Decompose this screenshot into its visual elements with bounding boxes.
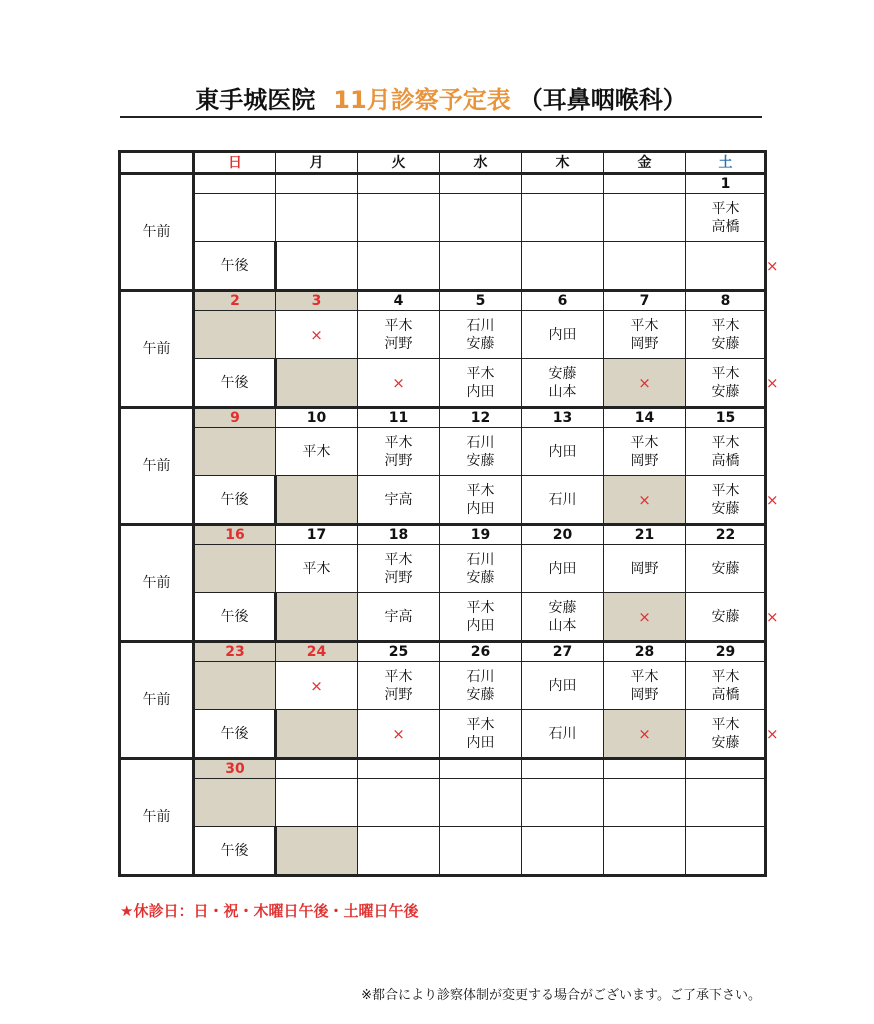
am-doctor-cell [604, 428, 686, 476]
weekday-thu: 木 [522, 152, 604, 174]
doctor-name: 岡野 [630, 560, 659, 577]
pm-label: 午後 [194, 242, 276, 291]
am-doctor-cell [276, 194, 358, 242]
date-cell [440, 759, 522, 779]
pm-doctor-cell [522, 359, 604, 408]
doctor-name: 安藤 [548, 365, 577, 382]
date-row [120, 759, 766, 779]
am-doctor-cell [522, 779, 604, 827]
closed-mark: × [638, 724, 651, 743]
pm-doctor-cell [604, 593, 686, 642]
date-cell: 18 [358, 525, 440, 545]
doctor-name: 平木 [711, 200, 740, 217]
pm-doctor-cell [276, 242, 358, 291]
pm-doctor-cell [604, 242, 686, 291]
pm-doctor-cell [686, 476, 766, 525]
date-cell: 13 [522, 408, 604, 428]
date-cell: 30 [194, 759, 276, 779]
pm-doctor-cell [276, 710, 358, 759]
closed-mark: × [310, 676, 323, 695]
doctor-name: 平木 [466, 365, 495, 382]
doctor-name: 山本 [548, 383, 577, 400]
am-label-block: 午前 [120, 291, 194, 408]
date-cell [358, 759, 440, 779]
pm-doctor-cell [276, 476, 358, 525]
am-doctor-cell [358, 779, 440, 827]
pm-doctor-cell [522, 827, 604, 876]
doctor-name: 平木 [384, 317, 413, 334]
weekday-sun: 日 [194, 152, 276, 174]
am-doctor-cell [440, 311, 522, 359]
am-doctor-cell [604, 311, 686, 359]
doctor-name: 平木 [711, 668, 740, 685]
doctor-name: 平木 [711, 365, 740, 382]
pm-doctor-cell [440, 593, 522, 642]
doctor-name: 平木 [466, 716, 495, 733]
doctor-name: 平木 [384, 551, 413, 568]
pm-row: 午後 × [120, 242, 766, 291]
am-doctor-cell [276, 662, 358, 710]
doctor-name: 平木 [711, 434, 740, 451]
am-label-block: 午前 [120, 174, 194, 291]
closed-mark: × [310, 325, 323, 344]
doctor-name: 河野 [384, 686, 413, 703]
weekday-sat: 土 [686, 152, 766, 174]
footer-note: ※都合により診察体制が変更する場合がございます。ご了承下さい。 [361, 988, 761, 1003]
doctor-name: 山本 [548, 617, 577, 634]
date-row [120, 642, 766, 662]
doctor-name: 内田 [548, 677, 577, 694]
doctor-name: 平木 [630, 434, 659, 451]
schedule-table [118, 150, 779, 877]
am-doctor-cell [686, 194, 766, 242]
am-row [120, 662, 766, 710]
am-doctor-cell [686, 428, 766, 476]
am-label-block: 午前 [120, 408, 194, 525]
pm-doctor-cell [358, 710, 440, 759]
pm-doctor-cell [686, 359, 766, 408]
am-doctor-cell [358, 662, 440, 710]
doctor-name: 安藤 [711, 560, 740, 577]
pm-doctor-cell [276, 359, 358, 408]
doctor-name: 内田 [548, 443, 577, 460]
weekday-header-row [120, 152, 766, 174]
date-cell: 27 [522, 642, 604, 662]
date-cell [276, 759, 358, 779]
date-cell: 6 [522, 291, 604, 311]
date-cell: 21 [604, 525, 686, 545]
doctor-name: 石川 [548, 491, 577, 508]
am-doctor-cell [522, 428, 604, 476]
am-doctor-cell [686, 545, 766, 593]
doctor-name: 安藤 [711, 335, 740, 352]
doctor-name: 平木 [711, 716, 740, 733]
am-doctor-cell [194, 545, 276, 593]
closed-mark: × [638, 490, 651, 509]
am-doctor-cell [686, 662, 766, 710]
date-cell: 28 [604, 642, 686, 662]
weekday-wed: 水 [440, 152, 522, 174]
pm-doctor-cell [358, 242, 440, 291]
date-row [120, 408, 766, 428]
doctor-name: 高橋 [711, 218, 740, 235]
pm-doctor-cell [604, 710, 686, 759]
pm-doctor-cell [276, 593, 358, 642]
am-doctor-cell [194, 428, 276, 476]
date-cell [686, 759, 766, 779]
pm-doctor-cell [686, 593, 766, 642]
pm-doctor-cell [358, 476, 440, 525]
am-doctor-cell [440, 545, 522, 593]
am-doctor-cell [440, 194, 522, 242]
am-doctor-cell [194, 662, 276, 710]
pm-label: 午後 [194, 476, 276, 525]
am-row [120, 428, 766, 476]
doctor-name: 平木 [711, 482, 740, 499]
pm-doctor-cell [686, 710, 766, 759]
date-cell: 17 [276, 525, 358, 545]
pm-doctor-cell [604, 827, 686, 876]
date-cell: 8 [686, 291, 766, 311]
closed-mark: × [638, 607, 651, 626]
date-row [120, 291, 766, 311]
am-doctor-cell [276, 311, 358, 359]
date-cell [604, 759, 686, 779]
pm-doctor-cell [440, 827, 522, 876]
doctor-name: 岡野 [630, 452, 659, 469]
pm-doctor-cell [358, 593, 440, 642]
am-doctor-cell [358, 428, 440, 476]
doctor-name: 河野 [384, 452, 413, 469]
doctor-name: 内田 [466, 383, 495, 400]
department-name: （耳鼻咽喉科） [518, 86, 687, 114]
doctor-name: 安藤 [466, 452, 495, 469]
pm-row: 午後 宇高 平木 内田 安藤 山本 × 安藤 × [120, 593, 766, 642]
pm-label: 午後 [194, 710, 276, 759]
date-cell [522, 759, 604, 779]
closed-days-note: ★休診日：日・祝・木曜日午後・土曜日午後 [120, 902, 419, 920]
doctor-name: 石川 [466, 434, 495, 451]
date-cell [276, 174, 358, 194]
date-cell [522, 174, 604, 194]
date-cell: 29 [686, 642, 766, 662]
doctor-name: 安藤 [711, 608, 740, 625]
doctor-name: 安藤 [548, 599, 577, 616]
pm-doctor-cell [358, 359, 440, 408]
page-title [120, 82, 762, 118]
doctor-name: 宇高 [384, 608, 413, 625]
doctor-name: 内田 [548, 326, 577, 343]
date-cell: 3 [276, 291, 358, 311]
date-cell: 16 [194, 525, 276, 545]
am-doctor-cell [358, 311, 440, 359]
date-cell: 2 [194, 291, 276, 311]
month-title: 11月診察予定表 [333, 86, 511, 114]
am-doctor-cell [522, 662, 604, 710]
am-doctor-cell [604, 779, 686, 827]
pm-label: 午後 [194, 827, 276, 876]
date-row [120, 525, 766, 545]
doctor-name: 平木 [466, 482, 495, 499]
pm-doctor-cell [358, 827, 440, 876]
pm-doctor-cell [440, 710, 522, 759]
date-cell: 11 [358, 408, 440, 428]
am-doctor-cell [440, 428, 522, 476]
pm-label: 午後 [194, 593, 276, 642]
am-doctor-cell [358, 545, 440, 593]
doctor-name: 河野 [384, 569, 413, 586]
doctor-name: 平木 [630, 668, 659, 685]
doctor-name: 平木 [711, 317, 740, 334]
pm-row [120, 827, 766, 876]
doctor-name: 平木 [466, 599, 495, 616]
doctor-name: 内田 [466, 734, 495, 751]
am-doctor-cell [358, 194, 440, 242]
doctor-name: 安藤 [711, 500, 740, 517]
am-doctor-cell [440, 662, 522, 710]
date-cell [440, 174, 522, 194]
am-row [120, 545, 766, 593]
doctor-name: 平木 [384, 668, 413, 685]
date-row [120, 174, 766, 194]
clinic-name: 東手城医院 [195, 86, 316, 114]
am-doctor-cell [276, 779, 358, 827]
am-row [120, 779, 766, 827]
date-cell: 12 [440, 408, 522, 428]
doctor-name: 平木 [302, 443, 331, 460]
am-doctor-cell [686, 779, 766, 827]
pm-doctor-cell [604, 476, 686, 525]
doctor-name: 石川 [466, 551, 495, 568]
doctor-name: 岡野 [630, 335, 659, 352]
am-row [120, 194, 766, 242]
date-cell: 15 [686, 408, 766, 428]
am-doctor-cell [194, 779, 276, 827]
doctor-name: 内田 [548, 560, 577, 577]
am-label-block: 午前 [120, 525, 194, 642]
am-doctor-cell [686, 311, 766, 359]
pm-doctor-cell [522, 476, 604, 525]
date-cell: 26 [440, 642, 522, 662]
pm-row: 午後 × 平木 内田 安藤 山本 × 平木 安藤 × [120, 359, 766, 408]
pm-row: 午後 宇高 平木 内田 石川 × 平木 安藤 × [120, 476, 766, 525]
am-doctor-cell [604, 194, 686, 242]
corner-cell [120, 152, 194, 174]
pm-doctor-cell [440, 476, 522, 525]
doctor-name: 石川 [466, 668, 495, 685]
doctor-name: 平木 [384, 434, 413, 451]
am-doctor-cell [522, 311, 604, 359]
am-doctor-cell [194, 194, 276, 242]
date-cell: 7 [604, 291, 686, 311]
weekday-mon: 月 [276, 152, 358, 174]
date-cell: 22 [686, 525, 766, 545]
am-doctor-cell [440, 779, 522, 827]
doctor-name: 内田 [466, 500, 495, 517]
doctor-name: 高橋 [711, 452, 740, 469]
date-cell: 9 [194, 408, 276, 428]
pm-doctor-cell [522, 710, 604, 759]
doctor-name: 岡野 [630, 686, 659, 703]
date-cell: 19 [440, 525, 522, 545]
date-cell: 10 [276, 408, 358, 428]
pm-doctor-cell [686, 242, 766, 291]
date-cell [604, 174, 686, 194]
date-cell: 23 [194, 642, 276, 662]
date-cell: 5 [440, 291, 522, 311]
date-cell: 25 [358, 642, 440, 662]
pm-label: 午後 [194, 359, 276, 408]
date-cell: 14 [604, 408, 686, 428]
date-cell [194, 174, 276, 194]
doctor-name: 安藤 [466, 569, 495, 586]
doctor-name: 高橋 [711, 686, 740, 703]
am-label-block: 午前 [120, 642, 194, 759]
doctor-name: 安藤 [711, 383, 740, 400]
pm-doctor-cell [276, 827, 358, 876]
am-label-block: 午前 [120, 759, 194, 876]
doctor-name: 石川 [548, 725, 577, 742]
am-doctor-cell [604, 545, 686, 593]
date-cell [358, 174, 440, 194]
am-doctor-cell [276, 545, 358, 593]
date-cell: 4 [358, 291, 440, 311]
doctor-name: 内田 [466, 617, 495, 634]
pm-doctor-cell [686, 827, 766, 876]
pm-doctor-cell [440, 359, 522, 408]
pm-doctor-cell [440, 242, 522, 291]
closed-mark: × [392, 373, 405, 392]
am-doctor-cell [276, 428, 358, 476]
date-cell: 24 [276, 642, 358, 662]
date-cell: 20 [522, 525, 604, 545]
am-doctor-cell [522, 545, 604, 593]
doctor-name: 宇高 [384, 491, 413, 508]
doctor-name: 石川 [466, 317, 495, 334]
doctor-name: 平木 [630, 317, 659, 334]
doctor-name: 平木 [302, 560, 331, 577]
am-doctor-cell [604, 662, 686, 710]
am-doctor-cell [522, 194, 604, 242]
closed-mark: × [638, 373, 651, 392]
weekday-fri: 金 [604, 152, 686, 174]
doctor-name: 安藤 [711, 734, 740, 751]
doctor-name: 安藤 [466, 686, 495, 703]
doctor-name: 安藤 [466, 335, 495, 352]
pm-doctor-cell [522, 593, 604, 642]
am-row [120, 311, 766, 359]
am-doctor-cell [194, 311, 276, 359]
pm-doctor-cell [522, 242, 604, 291]
doctor-name: 河野 [384, 335, 413, 352]
pm-row: 午後 × 平木 内田 石川 × 平木 安藤 × [120, 710, 766, 759]
pm-doctor-cell [604, 359, 686, 408]
closed-mark: × [392, 724, 405, 743]
weekday-tue: 火 [358, 152, 440, 174]
date-cell: 1 [686, 174, 766, 194]
